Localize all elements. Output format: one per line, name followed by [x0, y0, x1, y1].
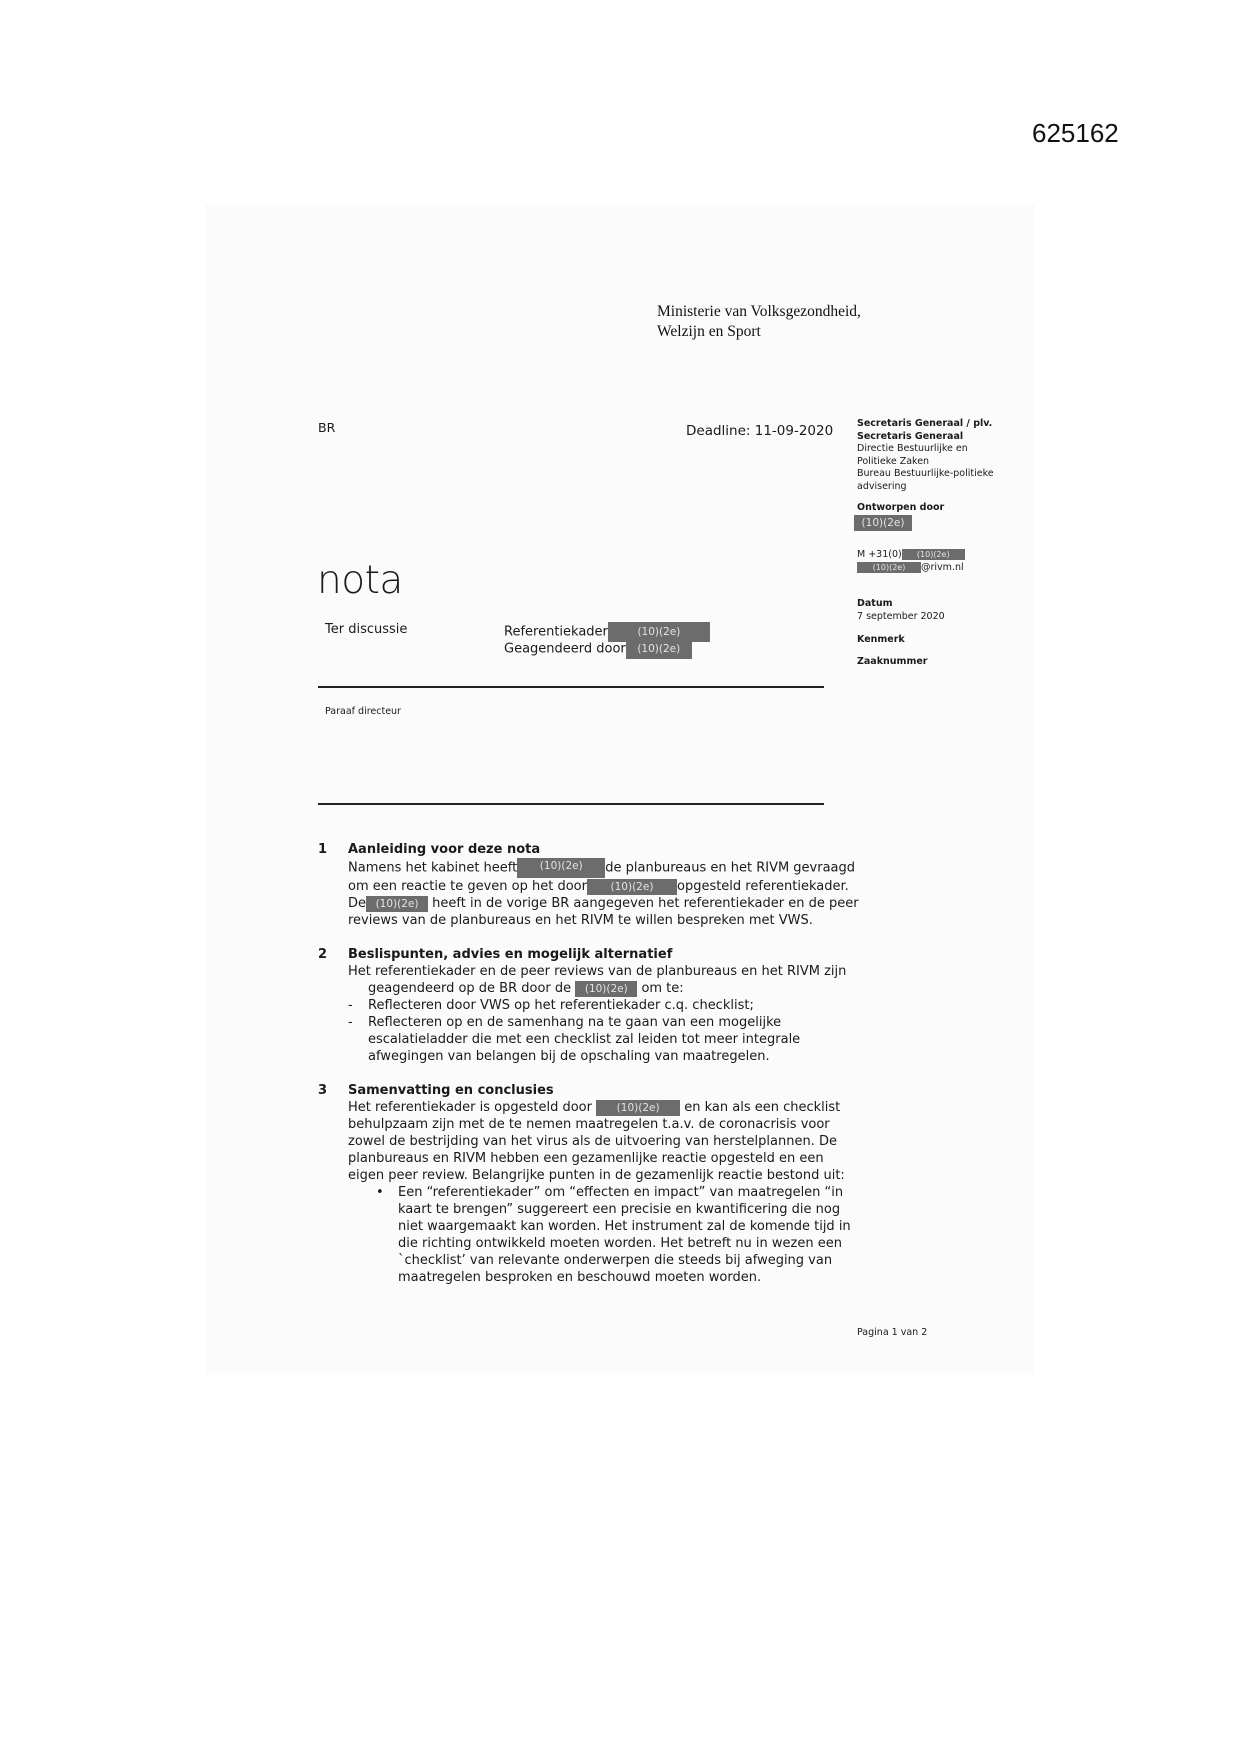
text: Reflecteren door VWS op het referentiekader c.q. checklist; — [368, 998, 754, 1013]
text: om een reactie te geven op het door — [348, 879, 587, 894]
text: om te: — [641, 981, 684, 996]
text: Reflecteren op en de samenhang na te gaan van een mogelijke escalatieladder die met een checklist zal leiden tot meer integrale afwegingen van belangen bij de opschaling van maatregelen. — [368, 1015, 801, 1064]
dept-line-3: Bureau Bestuurlijke-politieke — [857, 468, 994, 479]
divider-top — [318, 686, 824, 688]
redaction-box: (10)(2e) — [608, 622, 710, 642]
office-line-2: Secretaris Generaal — [857, 430, 964, 442]
text: geagendeerd op de BR door de — [368, 981, 572, 996]
geagendeerd-label: Geagendeerd door — [504, 641, 626, 657]
list-item: - Reflecteren door VWS op het referentiekader c.q. checklist; — [348, 998, 754, 1013]
redaction-box: (10)(2e) — [902, 549, 965, 560]
divider-bottom — [318, 803, 824, 805]
text: Namens het kabinet heeft — [348, 860, 518, 876]
phone-prefix: M +31(0) — [857, 549, 902, 560]
referentiekader-label: Referentiekader — [504, 624, 608, 640]
br-label: BR — [318, 420, 336, 435]
redaction-box: (10)(2e) — [575, 981, 637, 997]
document-title: nota — [317, 558, 403, 603]
redaction-box: (10)(2e) — [596, 1100, 680, 1116]
ministry-line-1: Ministerie van Volksgezondheid, — [657, 303, 861, 320]
section-1 — [318, 841, 858, 929]
redaction-box: (10)(2e) — [626, 639, 692, 659]
ontworpen-label: Ontworpen door — [857, 502, 945, 513]
section-title: Samenvatting en conclusies — [348, 1083, 554, 1098]
page-number: Pagina 1 van 2 — [857, 1327, 928, 1338]
kenmerk-label: Kenmerk — [857, 634, 905, 643]
datum-label: Datum — [857, 598, 893, 609]
redaction-box: (10)(2e) — [854, 515, 912, 531]
dept-line-1: Directie Bestuurlijke en — [857, 443, 968, 454]
text: en kan als een checklist — [684, 1100, 841, 1115]
text: reviews van de planbureaus en het RIVM te willen bespreken met VWS. — [348, 913, 813, 928]
office-line-1: Secretaris Generaal / plv. — [857, 418, 993, 429]
status-label: Ter discussie — [325, 622, 408, 637]
text: De — [348, 896, 367, 911]
deadline: Deadline: 11-09-2020 — [686, 423, 834, 439]
sidebar-contact — [857, 549, 965, 574]
body-sections — [318, 841, 858, 1303]
section-number: 3 — [318, 1083, 328, 1098]
meta-block — [504, 622, 710, 656]
paraaf-label: Paraaf directeur — [325, 706, 401, 717]
redaction-box: (10)(2e) — [857, 562, 921, 573]
ministry-logo-text — [657, 302, 861, 342]
text: Het referentiekader en de peer reviews van de planbureaus en het RIVM zijn — [348, 964, 847, 979]
text: opgesteld referentiekader. — [676, 879, 849, 894]
sidebar-office — [857, 418, 994, 493]
sidebar-datum — [857, 598, 945, 623]
email-suffix: @rivm.nl — [921, 561, 964, 573]
redaction-box: (10)(2e) — [587, 879, 677, 895]
section-3 — [318, 1082, 858, 1286]
section-2 — [318, 946, 858, 1065]
datum-value: 7 september 2020 — [857, 610, 945, 622]
sidebar-zaaknummer — [857, 656, 927, 669]
section-number: 1 — [318, 842, 328, 857]
section-title: Aanleiding voor deze nota — [348, 842, 541, 857]
dept-line-2: Politieke Zaken — [857, 455, 930, 467]
text: de planbureaus en het RIVM gevraagd — [605, 860, 856, 876]
dept-line-4: advisering — [857, 480, 907, 492]
sidebar-kenmerk — [857, 634, 905, 643]
redaction-box: (10)(2e) — [517, 858, 605, 878]
document-id: 625162 — [1032, 118, 1119, 148]
text: Het referentiekader is opgesteld door — [348, 1100, 592, 1115]
text: heeft in de vorige BR aangegeven het referentiekader en de peer — [428, 896, 859, 911]
section-title: Beslispunten, advies en mogelijk alternatief — [348, 947, 673, 962]
zaaknummer-label: Zaaknummer — [857, 656, 928, 667]
sidebar-ontworpen — [857, 502, 944, 531]
redaction-box: (10)(2e) — [366, 896, 428, 912]
text: Een “referentiekader” om “effecten en impact” van maatregelen “in kaart te brengen” suggereert een precisie en kwantificering die nog niet waargemaakt kan worden. Het instrument zal de komende tijd in die richting ontwikkeld moeten worden. Het betreft nu in wezen een `checklist’ van relevante onderwerpen die steeds bij afweging van maatregelen besproken en beschouwd moeten worden. — [398, 1185, 851, 1285]
ministry-line-2: Welzijn en Sport — [657, 323, 761, 340]
list-item: • Een “referentiekader” om “effecten en impact” van maatregelen “in kaart te brengen” suggereert een precisie en kwantificering die nog niet waargemaakt kan worden. Het instrument zal de komende tijd in die richting ontwikkeld moeten worden. Het betreft nu in wezen een `checklist’ van relevante onderwerpen die steeds bij afweging van maatregelen besproken en beschouwd moeten worden. — [376, 1185, 851, 1285]
section-number: 2 — [318, 947, 328, 962]
list-item: - Reflecteren op en de samenhang na te gaan van een mogelijke escalatieladder die met een checklist zal leiden tot meer integrale afwegingen van belangen bij de opschaling van maatregelen. — [348, 1015, 801, 1064]
text: behulpzaam zijn met de te nemen maatregelen t.a.v. de coronacrisis voor zowel de bestrijding van het virus als de uitvoering van herstelplannen. De planbureaus en RIVM hebben een gezamenlijke reactie opgesteld en een eigen peer review. Belangrijke punten in de gezamenlijk reactie bestond uit: — [348, 1117, 845, 1183]
